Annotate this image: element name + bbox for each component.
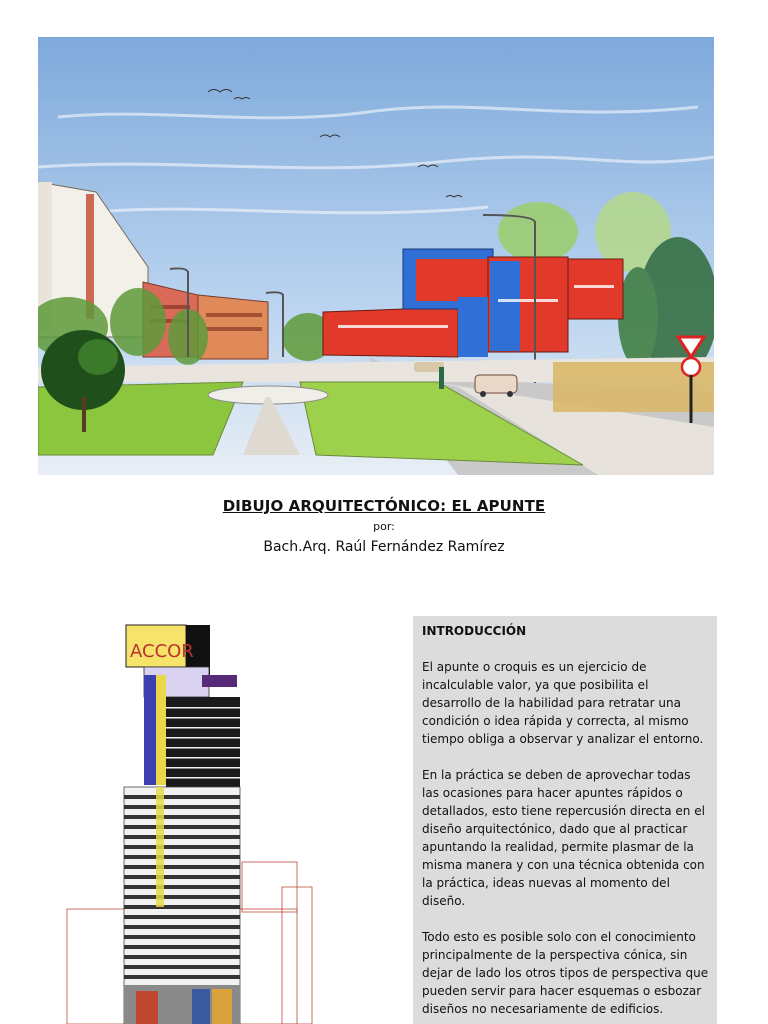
- intro-paragraph-2: En la práctica se deben de aprovechar todas las ocasiones para hacer apuntes rápidos o detallados, esto tiene repercusión directa en el diseño arquitectónico, dado que al practicar apuntando la realidad, permite plasmar de la misma manera y con una técnica obtenida con la práctica, ideas nuevas al momento del diseño.: [422, 768, 705, 908]
- introduction-panel: [413, 616, 717, 1024]
- intro-paragraph-3: Todo esto es posible solo con el conocimiento principalmente de la perspectiva cónica, sin dejar de lado los otros tipos de perspectiva que pueden servir para hacer esquemas o esbozar diseños no necesariamente de edificios.: [422, 930, 709, 1016]
- accor-sign: ACCOR: [130, 641, 194, 662]
- introduction-heading: INTRODUCCIÓN: [422, 624, 527, 638]
- document-title: DIBUJO ARQUITECTÓNICO: EL APUNTE: [222, 497, 546, 515]
- intro-paragraph-1: El apunte o croquis es un ejercicio de incalculable valor, ya que posibilita el desarrollo de la habilidad para retratar una condición o idea rápida y correcta, al mismo tiempo obliga a observar y analizar el entorno.: [422, 660, 704, 746]
- tower-elevation-drawing: [52, 617, 352, 1024]
- author-name: Bach.Arq. Raúl Fernández Ramírez: [263, 539, 505, 555]
- by-label: por:: [373, 520, 395, 533]
- street-sketch-illustration: [38, 37, 714, 475]
